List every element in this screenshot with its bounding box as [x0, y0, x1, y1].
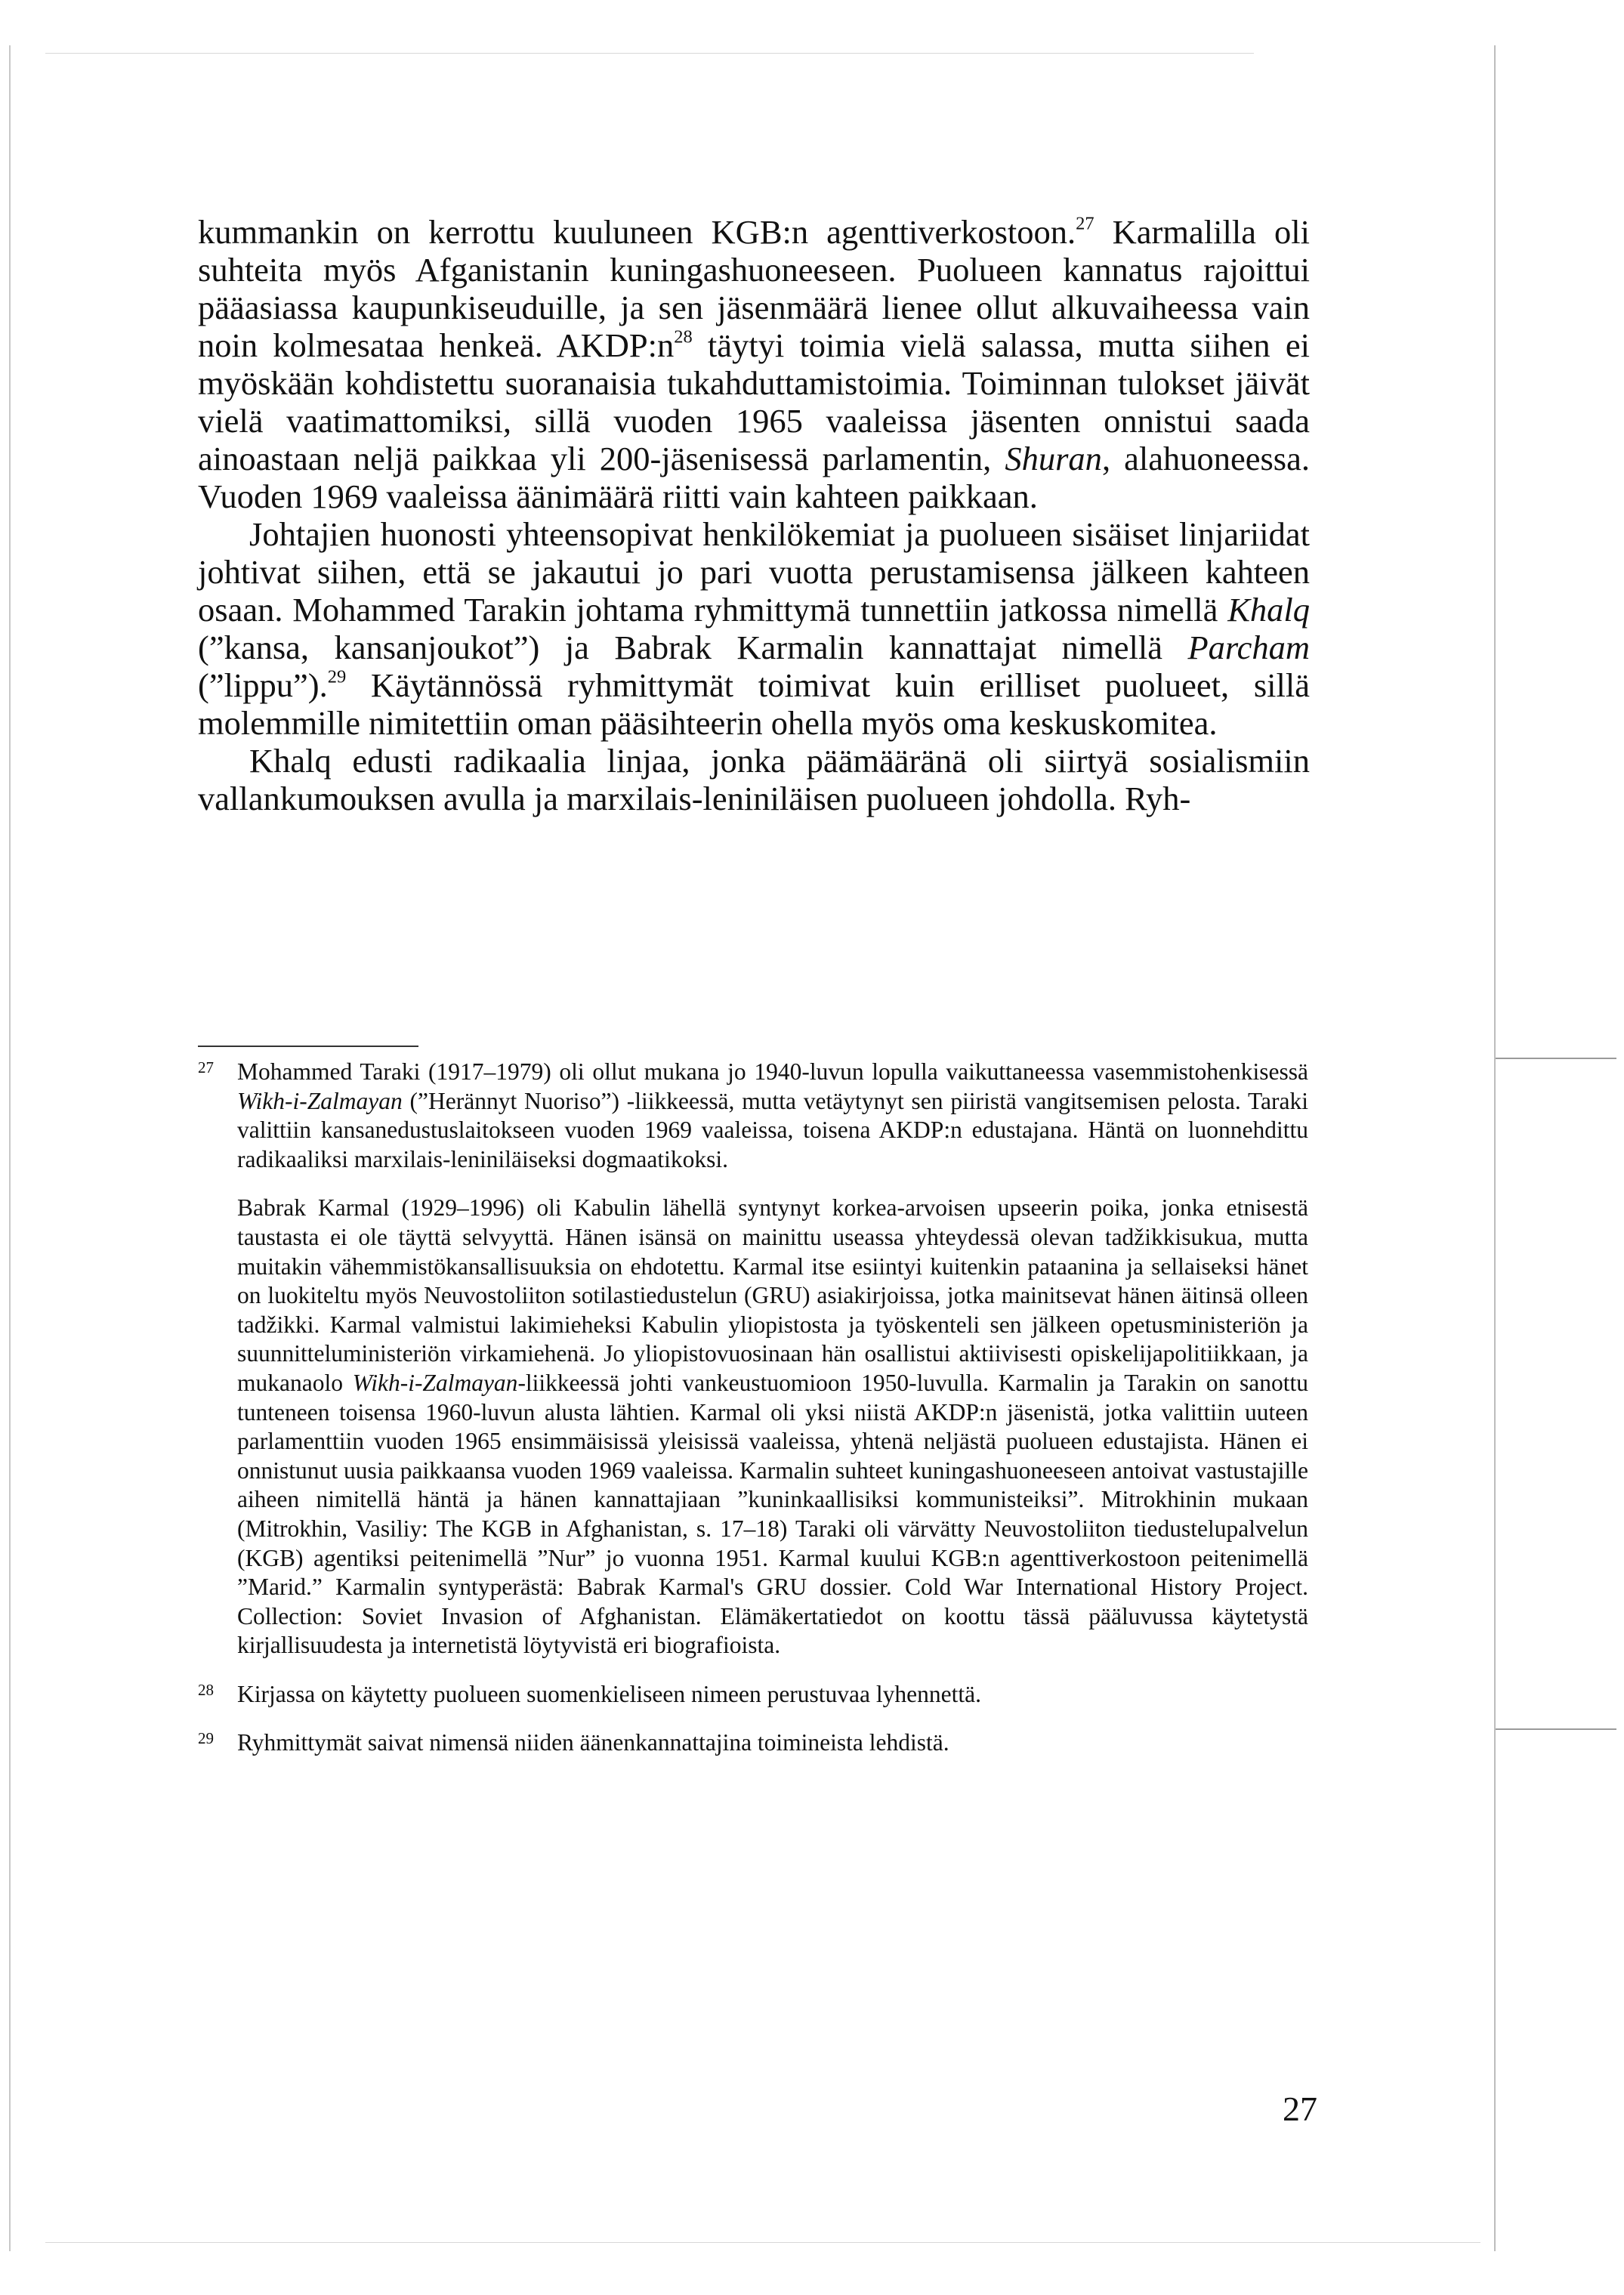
scan-edge-top [45, 53, 1254, 54]
scan-edge-left [9, 45, 11, 2251]
footnote-karmal [198, 1194, 1308, 1660]
scan-edge-right [1494, 45, 1496, 2251]
footnote-text: Mohammed Taraki (1917–1979) oli ollut mukana jo 1940-luvun lopulla vaikuttaneessa vasemmistohenkisessä [237, 1058, 1308, 1085]
text-run: Johtajien huonosti yhteensopivat henkilökemiat ja puolueen sisäiset linjariidat johtivat siihen, että se jakautui jo pari vuotta perustamisensa jälkeen kahteen osaan. Mohammed Tarakin johtama ryhmittymä tunnettiin jatkossa nimellä [198, 515, 1310, 629]
footnote-text: (”Herännyt Nuoriso”) -liikkeessä, mutta vetäytynyt sen piiristä vangitsemisen pelosta. Taraki valittiin kansanedustuslaitokseen vuoden 1969 vaaleissa, toisena AKDP:n edustajana. Häntä on luonnehdittu radikaaliksi marxilais-leniniläiseksi dogmaatikoksi. [237, 1087, 1308, 1172]
italic-term: Khalq [1227, 591, 1310, 629]
scan-edge-bottom [45, 2242, 1480, 2243]
scan-margin-mark [1496, 1728, 1616, 1730]
italic-term: Wikh-i-Zalmayan [237, 1087, 403, 1114]
main-text [198, 213, 1310, 817]
text-run: Käytännössä ryhmittymät toimivat kuin erilliset puolueet, sillä molemmille nimitettiin oman pääsihteerin ohella myös oma keskuskomitea. [198, 666, 1310, 742]
scan-margin-mark [1496, 1058, 1616, 1059]
text-run: (”lippu”). [198, 666, 328, 704]
text-run: täytyi toimia vielä salassa, mutta siihen ei myöskään kohdistettu suoranaisia tukahduttamistoimia. Toiminnan tulokset jäivät vielä vaatimattomiksi, sillä vuoden 1965 vaaleissa jäsenten onnistui saada ainoastaan neljä paikkaa yli 200-jäsenisessä parlamentin, [198, 326, 1310, 477]
paragraph-3: Khalq edusti radikaalia linjaa, jonka päämääränä oli siirtyä sosialismiin vallankumouksen avulla ja marxilais-leniniläisen puolueen johdolla. Ryh- [198, 742, 1310, 817]
footnote-number: 27 [198, 1058, 214, 1076]
footnote-text: Ryhmittymät saivat nimensä niiden äänenkannattajina toimineista lehdistä. [237, 1729, 949, 1756]
footnote-text: Kirjassa on käytetty puolueen suomenkieliseen nimeen perustuvaa lyhennettä. [237, 1680, 981, 1707]
text-run: Karmalilla oli suhteita myös Afganistanin kuningashuoneeseen. Puolueen kannatus rajoittui pääasiassa kaupunkiseuduille, ja sen jäsenmäärä lienee ollut alkuvaiheessa vain noin kolmesataa henkeä. AKDP:n [198, 213, 1310, 364]
italic-term: Shuran [1005, 440, 1102, 477]
text-run: (”kansa, kansanjoukot”) ja Babrak Karmalin kannattajat nimellä [198, 629, 1188, 666]
footnote-ref-28: 28 [674, 326, 693, 347]
footnote-text: Babrak Karmal (1929–1996) oli Kabulin lähellä syntynyt korkea-arvoisen upseerin poika, jonka etnisestä taustasta ei ole täyttä selvyyttä. Hänen isänsä on mainittu useassa yhteydessä olevan tadžikkisukua, mutta muitakin vähemmistökansallisuuksia on ehdotettu. Karmal itse esiintyi kuitenkin pataanina ja sellaiseksi hänet on luokiteltu myös Neuvostoliiton sotilastiedustelun (GRU) asiakirjoissa, jotka mainitsevat hänen äitinsä olleen tadžikki. Karmal valmistui lakimieheksi Kabulin yliopistosta ja työskenteli sen jälkeen opetusministeriön ja suunnitteluministeriön virkamiehenä. Jo yliopistovuosinaan hän osallistui aktiivisesti opiskelijapolitiikkaan, ja mukanaolo [237, 1194, 1308, 1396]
footnote-27 [198, 1058, 1308, 1174]
footnote-number: 28 [198, 1680, 214, 1699]
text-run: , alahuoneessa. Vuoden 1969 vaaleissa äänimäärä riitti vain kahteen paikkaan. [198, 440, 1310, 515]
footnote-ref-27: 27 [1076, 213, 1095, 234]
paragraph-2 [198, 515, 1310, 742]
page-number: 27 [1283, 2090, 1317, 2128]
footnotes [198, 1058, 1308, 1758]
italic-term: Parcham [1187, 629, 1310, 666]
italic-term: Wikh-i-Zalmayan [352, 1369, 518, 1396]
footnote-ref-29: 29 [327, 666, 347, 687]
footnote-text: -liikkeessä johti vankeustuomioon 1950-luvulla. Karmalin ja Tarakin on sanottu tunteneen toisensa 1960-luvun alusta lähtien. Karmal oli yksi niistä AKDP:n jäsenistä, jotka valittiin uuteen parlamenttiin vuoden 1965 ensimmäisissä yleisissä vaaleissa, yhtenä neljästä puolueen edustajista. Hänen ei onnistunut uusia paikkaansa vuoden 1969 vaaleissa. Karmalin suhteet kuningashuoneeseen antoivat vastustajille aiheen nimitellä häntä ja hänen kannattajiaan ”kuninkaallisiksi kommunisteiksi”. Mitrokhinin mukaan (Mitrokhin, Vasiliy: The KGB in Afghanistan, s. 17–18) Taraki oli värvätty Neuvostoliiton tiedustelupalvelun (KGB) agentiksi peitenimellä ”Nur” jo vuonna 1951. Karmal kuului KGB:n agenttiverkostoon peitenimellä ”Marid.” Karmalin syntyperästä: Babrak Karmal's GRU dossier. Cold War International History Project. Collection: Soviet Invasion of Afghanistan. Elämäkertatiedot on koottu tässä pääluvussa käytetystä kirjallisuudesta ja internetistä löytyvistä eri biografioista. [237, 1369, 1309, 1659]
paragraph-1 [198, 213, 1310, 515]
text-run: kummankin on kerrottu kuuluneen KGB:n agenttiverkostoon. [198, 213, 1076, 251]
footnote-rule [198, 1046, 418, 1047]
footnote-number: 29 [198, 1729, 214, 1748]
footnote-29 [198, 1728, 1308, 1758]
footnote-28 [198, 1680, 1308, 1710]
